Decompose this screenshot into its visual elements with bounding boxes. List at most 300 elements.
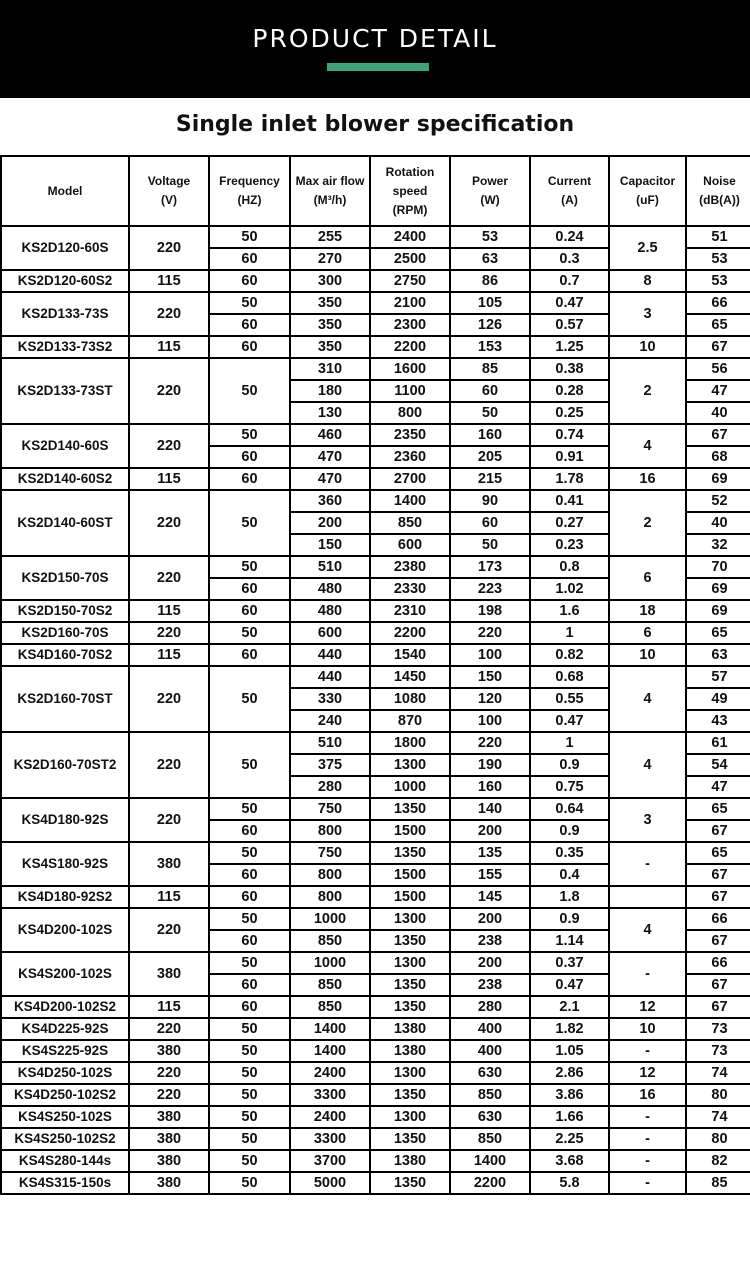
page-title: PRODUCT DETAIL [252, 24, 498, 53]
power-cell: 145 [450, 886, 530, 908]
speed-cell: 2700 [370, 468, 450, 490]
capacitor-cell: 10 [609, 1018, 686, 1040]
power-cell: 160 [450, 776, 530, 798]
current-cell: 1.78 [530, 468, 609, 490]
power-cell: 50 [450, 534, 530, 556]
capacitor-cell: 6 [609, 556, 686, 600]
airflow-cell: 850 [290, 930, 370, 952]
voltage-cell: 220 [129, 1084, 209, 1106]
power-cell: 135 [450, 842, 530, 864]
header-line: (HZ) [237, 193, 262, 207]
power-cell: 1400 [450, 1150, 530, 1172]
capacitor-cell: 3 [609, 292, 686, 336]
power-cell: 238 [450, 974, 530, 996]
power-cell: 153 [450, 336, 530, 358]
model-cell: KS4D180-92S [1, 798, 129, 842]
current-cell: 0.37 [530, 952, 609, 974]
noise-cell: 82 [686, 1150, 750, 1172]
frequency-cell: 50 [209, 424, 290, 446]
power-cell: 160 [450, 424, 530, 446]
power-cell: 50 [450, 402, 530, 424]
airflow-cell: 850 [290, 996, 370, 1018]
voltage-cell: 115 [129, 600, 209, 622]
capacitor-cell: 10 [609, 336, 686, 358]
current-cell: 0.28 [530, 380, 609, 402]
airflow-cell: 130 [290, 402, 370, 424]
power-cell: 215 [450, 468, 530, 490]
power-cell: 850 [450, 1128, 530, 1150]
current-cell: 0.91 [530, 446, 609, 468]
speed-cell: 2310 [370, 600, 450, 622]
noise-cell: 80 [686, 1128, 750, 1150]
noise-cell: 65 [686, 622, 750, 644]
model-cell: KS2D160-70S [1, 622, 129, 644]
noise-cell: 54 [686, 754, 750, 776]
noise-cell: 66 [686, 952, 750, 974]
speed-cell: 1350 [370, 930, 450, 952]
frequency-cell: 60 [209, 578, 290, 600]
frequency-cell: 50 [209, 1106, 290, 1128]
power-cell: 630 [450, 1062, 530, 1084]
power-cell: 60 [450, 512, 530, 534]
noise-cell: 80 [686, 1084, 750, 1106]
table-row [1, 886, 750, 908]
frequency-cell: 50 [209, 732, 290, 798]
model-cell: KS2D133-73ST [1, 358, 129, 424]
airflow-cell: 510 [290, 732, 370, 754]
current-cell: 0.9 [530, 908, 609, 930]
frequency-cell: 50 [209, 842, 290, 864]
frequency-cell: 60 [209, 270, 290, 292]
speed-cell: 1300 [370, 754, 450, 776]
noise-cell: 66 [686, 292, 750, 314]
frequency-cell: 50 [209, 1040, 290, 1062]
table-row [1, 622, 750, 644]
current-cell: 0.41 [530, 490, 609, 512]
table-row [1, 644, 750, 666]
noise-cell: 73 [686, 1018, 750, 1040]
header-line: Model [47, 183, 83, 198]
airflow-cell: 3300 [290, 1084, 370, 1106]
power-cell: 205 [450, 446, 530, 468]
header-noise [686, 156, 750, 226]
speed-cell: 600 [370, 534, 450, 556]
model-cell: KS2D120-60S [1, 226, 129, 270]
power-cell: 140 [450, 798, 530, 820]
voltage-cell: 220 [129, 556, 209, 600]
power-cell: 53 [450, 226, 530, 248]
power-cell: 220 [450, 622, 530, 644]
title-underline [327, 63, 429, 71]
table-row [1, 226, 750, 248]
speed-cell: 1500 [370, 864, 450, 886]
noise-cell: 73 [686, 1040, 750, 1062]
noise-cell: 57 [686, 666, 750, 688]
airflow-cell: 3300 [290, 1128, 370, 1150]
frequency-cell: 50 [209, 292, 290, 314]
speed-cell: 1500 [370, 886, 450, 908]
model-cell: KS4S180-92S [1, 842, 129, 886]
table-row [1, 358, 750, 380]
speed-cell: 1400 [370, 490, 450, 512]
voltage-cell: 220 [129, 908, 209, 952]
noise-cell: 69 [686, 468, 750, 490]
frequency-cell: 60 [209, 996, 290, 1018]
speed-cell: 1380 [370, 1150, 450, 1172]
airflow-cell: 350 [290, 292, 370, 314]
spec-title: Single inlet blower specification [175, 112, 575, 137]
power-cell: 400 [450, 1018, 530, 1040]
power-cell: 198 [450, 600, 530, 622]
model-cell: KS4S315-150s [1, 1172, 129, 1194]
header-capacitor [609, 156, 686, 226]
power-cell: 173 [450, 556, 530, 578]
current-cell: 0.24 [530, 226, 609, 248]
speed-cell: 1100 [370, 380, 450, 402]
model-cell: KS2D160-70ST [1, 666, 129, 732]
model-cell: KS4S250-102S2 [1, 1128, 129, 1150]
voltage-cell: 220 [129, 1018, 209, 1040]
voltage-cell: 220 [129, 1062, 209, 1084]
airflow-cell: 280 [290, 776, 370, 798]
frequency-cell: 50 [209, 1062, 290, 1084]
airflow-cell: 1000 [290, 908, 370, 930]
power-cell: 400 [450, 1040, 530, 1062]
table-row [1, 952, 750, 974]
table-row [1, 600, 750, 622]
header-voltage [129, 156, 209, 226]
speed-cell: 1300 [370, 1062, 450, 1084]
header-rotation-speed [370, 156, 450, 226]
header-line: (RPM) [392, 202, 428, 217]
table-row [1, 1106, 750, 1128]
speed-cell: 1350 [370, 1172, 450, 1194]
model-cell: KS4S280-144s [1, 1150, 129, 1172]
capacitor-cell: 4 [609, 908, 686, 952]
table-row [1, 1128, 750, 1150]
model-cell: KS2D150-70S [1, 556, 129, 600]
capacitor-cell: 4 [609, 732, 686, 798]
noise-cell: 32 [686, 534, 750, 556]
voltage-cell: 220 [129, 798, 209, 842]
header-line: Frequency [219, 174, 280, 188]
speed-cell: 1540 [370, 644, 450, 666]
speed-cell: 2360 [370, 446, 450, 468]
model-cell: KS2D133-73S [1, 292, 129, 336]
capacitor-cell: 4 [609, 666, 686, 732]
speed-cell: 2200 [370, 622, 450, 644]
voltage-cell: 220 [129, 226, 209, 270]
speed-cell: 1350 [370, 842, 450, 864]
airflow-cell: 480 [290, 600, 370, 622]
noise-cell: 51 [686, 226, 750, 248]
capacitor-cell [609, 886, 686, 908]
header-line: (V) [161, 193, 177, 207]
header-line: (dB(A)) [699, 193, 740, 207]
table-row [1, 1150, 750, 1172]
capacitor-cell: - [609, 952, 686, 996]
airflow-cell: 1400 [290, 1018, 370, 1040]
current-cell: 2.25 [530, 1128, 609, 1150]
speed-cell: 2750 [370, 270, 450, 292]
current-cell: 0.57 [530, 314, 609, 336]
table-row [1, 1040, 750, 1062]
current-cell: 1.82 [530, 1018, 609, 1040]
power-cell: 85 [450, 358, 530, 380]
power-cell: 630 [450, 1106, 530, 1128]
power-cell: 200 [450, 820, 530, 842]
current-cell: 0.64 [530, 798, 609, 820]
header-power [450, 156, 530, 226]
current-cell: 0.74 [530, 424, 609, 446]
table-row [1, 1172, 750, 1194]
voltage-cell: 380 [129, 1172, 209, 1194]
power-cell: 60 [450, 380, 530, 402]
table-row [1, 490, 750, 512]
speed-cell: 1800 [370, 732, 450, 754]
speed-cell: 1080 [370, 688, 450, 710]
voltage-cell: 380 [129, 1150, 209, 1172]
power-cell: 150 [450, 666, 530, 688]
capacitor-cell: 10 [609, 644, 686, 666]
power-cell: 63 [450, 248, 530, 270]
current-cell: 0.9 [530, 820, 609, 842]
table-row [1, 732, 750, 754]
table-row [1, 1062, 750, 1084]
capacitor-cell: 4 [609, 424, 686, 468]
header-line: Power [471, 174, 508, 188]
airflow-cell: 480 [290, 578, 370, 600]
header-line: (A) [561, 193, 578, 207]
capacitor-cell: 6 [609, 622, 686, 644]
frequency-cell: 60 [209, 468, 290, 490]
model-cell: KS2D140-60S [1, 424, 129, 468]
power-cell: 280 [450, 996, 530, 1018]
current-cell: 0.7 [530, 270, 609, 292]
airflow-cell: 1000 [290, 952, 370, 974]
current-cell: 1.25 [530, 336, 609, 358]
model-cell: KS4D160-70S2 [1, 644, 129, 666]
frequency-cell: 50 [209, 1150, 290, 1172]
speed-cell: 1000 [370, 776, 450, 798]
speed-cell: 2330 [370, 578, 450, 600]
power-cell: 86 [450, 270, 530, 292]
capacitor-cell: - [609, 842, 686, 886]
table-row [1, 1018, 750, 1040]
speed-cell: 2400 [370, 226, 450, 248]
header-line: Noise [703, 174, 736, 188]
current-cell: 0.38 [530, 358, 609, 380]
speed-cell: 1350 [370, 996, 450, 1018]
capacitor-cell: 2 [609, 358, 686, 424]
power-cell: 2200 [450, 1172, 530, 1194]
capacitor-cell: - [609, 1128, 686, 1150]
spec-table [0, 155, 750, 1195]
frequency-cell: 60 [209, 886, 290, 908]
capacitor-cell: 2 [609, 490, 686, 556]
header-frequency [209, 156, 290, 226]
airflow-cell: 470 [290, 468, 370, 490]
speed-cell: 1500 [370, 820, 450, 842]
speed-cell: 2300 [370, 314, 450, 336]
header-line: (uF) [636, 193, 659, 207]
noise-cell: 70 [686, 556, 750, 578]
table-row [1, 468, 750, 490]
header-line: Current [547, 174, 592, 188]
airflow-cell: 350 [290, 336, 370, 358]
airflow-cell: 1400 [290, 1040, 370, 1062]
noise-cell: 67 [686, 424, 750, 446]
noise-cell: 85 [686, 1172, 750, 1194]
voltage-cell: 380 [129, 1040, 209, 1062]
power-cell: 223 [450, 578, 530, 600]
current-cell: 1.02 [530, 578, 609, 600]
noise-cell: 56 [686, 358, 750, 380]
capacitor-cell: - [609, 1150, 686, 1172]
airflow-cell: 510 [290, 556, 370, 578]
current-cell: 2.1 [530, 996, 609, 1018]
noise-cell: 69 [686, 600, 750, 622]
table-row [1, 1084, 750, 1106]
speed-cell: 1350 [370, 1084, 450, 1106]
speed-cell: 2350 [370, 424, 450, 446]
noise-cell: 67 [686, 864, 750, 886]
voltage-cell: 220 [129, 424, 209, 468]
airflow-cell: 200 [290, 512, 370, 534]
frequency-cell: 50 [209, 490, 290, 556]
voltage-cell: 380 [129, 1128, 209, 1150]
power-cell: 190 [450, 754, 530, 776]
speed-cell: 1380 [370, 1040, 450, 1062]
voltage-cell: 115 [129, 886, 209, 908]
speed-cell: 1450 [370, 666, 450, 688]
airflow-cell: 2400 [290, 1062, 370, 1084]
airflow-cell: 330 [290, 688, 370, 710]
power-cell: 238 [450, 930, 530, 952]
voltage-cell: 220 [129, 292, 209, 336]
noise-cell: 40 [686, 402, 750, 424]
header-banner [0, 0, 750, 98]
noise-cell: 49 [686, 688, 750, 710]
voltage-cell: 220 [129, 490, 209, 556]
noise-cell: 53 [686, 270, 750, 292]
frequency-cell: 60 [209, 820, 290, 842]
model-cell: KS2D150-70S2 [1, 600, 129, 622]
capacitor-cell: 18 [609, 600, 686, 622]
frequency-cell: 60 [209, 974, 290, 996]
header-line: Rotation [385, 164, 435, 179]
table-row [1, 842, 750, 864]
frequency-cell: 50 [209, 1018, 290, 1040]
speed-cell: 870 [370, 710, 450, 732]
noise-cell: 74 [686, 1106, 750, 1128]
speed-cell: 1350 [370, 974, 450, 996]
capacitor-cell: - [609, 1106, 686, 1128]
capacitor-cell: 8 [609, 270, 686, 292]
noise-cell: 53 [686, 248, 750, 270]
header-current [530, 156, 609, 226]
current-cell: 1.14 [530, 930, 609, 952]
current-cell: 0.47 [530, 710, 609, 732]
current-cell: 1.05 [530, 1040, 609, 1062]
header-line: Capacitor [619, 174, 676, 188]
airflow-cell: 3700 [290, 1150, 370, 1172]
speed-cell: 2200 [370, 336, 450, 358]
airflow-cell: 2400 [290, 1106, 370, 1128]
current-cell: 0.27 [530, 512, 609, 534]
speed-cell: 1300 [370, 908, 450, 930]
airflow-cell: 150 [290, 534, 370, 556]
noise-cell: 61 [686, 732, 750, 754]
capacitor-cell: 3 [609, 798, 686, 842]
airflow-cell: 750 [290, 798, 370, 820]
noise-cell: 69 [686, 578, 750, 600]
frequency-cell: 50 [209, 952, 290, 974]
model-cell: KS2D120-60S2 [1, 270, 129, 292]
power-cell: 90 [450, 490, 530, 512]
table-row [1, 292, 750, 314]
airflow-cell: 800 [290, 886, 370, 908]
frequency-cell: 60 [209, 336, 290, 358]
speed-cell: 1380 [370, 1018, 450, 1040]
noise-cell: 52 [686, 490, 750, 512]
capacitor-cell: 16 [609, 1084, 686, 1106]
table-row [1, 798, 750, 820]
table-row [1, 996, 750, 1018]
frequency-cell: 60 [209, 644, 290, 666]
table-row [1, 556, 750, 578]
airflow-cell: 270 [290, 248, 370, 270]
speed-cell: 1350 [370, 798, 450, 820]
voltage-cell: 220 [129, 732, 209, 798]
model-cell: KS4D250-102S2 [1, 1084, 129, 1106]
table-row [1, 908, 750, 930]
frequency-cell: 50 [209, 1172, 290, 1194]
capacitor-cell: - [609, 1040, 686, 1062]
capacitor-cell: 16 [609, 468, 686, 490]
voltage-cell: 380 [129, 952, 209, 996]
current-cell: 0.23 [530, 534, 609, 556]
noise-cell: 66 [686, 908, 750, 930]
airflow-cell: 310 [290, 358, 370, 380]
current-cell: 3.86 [530, 1084, 609, 1106]
current-cell: 0.55 [530, 688, 609, 710]
noise-cell: 43 [686, 710, 750, 732]
power-cell: 200 [450, 908, 530, 930]
noise-cell: 65 [686, 798, 750, 820]
voltage-cell: 220 [129, 358, 209, 424]
speed-cell: 2500 [370, 248, 450, 270]
noise-cell: 67 [686, 336, 750, 358]
voltage-cell: 220 [129, 622, 209, 644]
power-cell: 200 [450, 952, 530, 974]
speed-cell: 1350 [370, 1128, 450, 1150]
frequency-cell: 50 [209, 622, 290, 644]
voltage-cell: 115 [129, 996, 209, 1018]
airflow-cell: 470 [290, 446, 370, 468]
current-cell: 3.68 [530, 1150, 609, 1172]
voltage-cell: 115 [129, 270, 209, 292]
noise-cell: 63 [686, 644, 750, 666]
current-cell: 2.86 [530, 1062, 609, 1084]
current-cell: 1.6 [530, 600, 609, 622]
table-row [1, 336, 750, 358]
model-cell: KS2D133-73S2 [1, 336, 129, 358]
model-cell: KS4D225-92S [1, 1018, 129, 1040]
current-cell: 1.8 [530, 886, 609, 908]
noise-cell: 40 [686, 512, 750, 534]
voltage-cell: 380 [129, 1106, 209, 1128]
